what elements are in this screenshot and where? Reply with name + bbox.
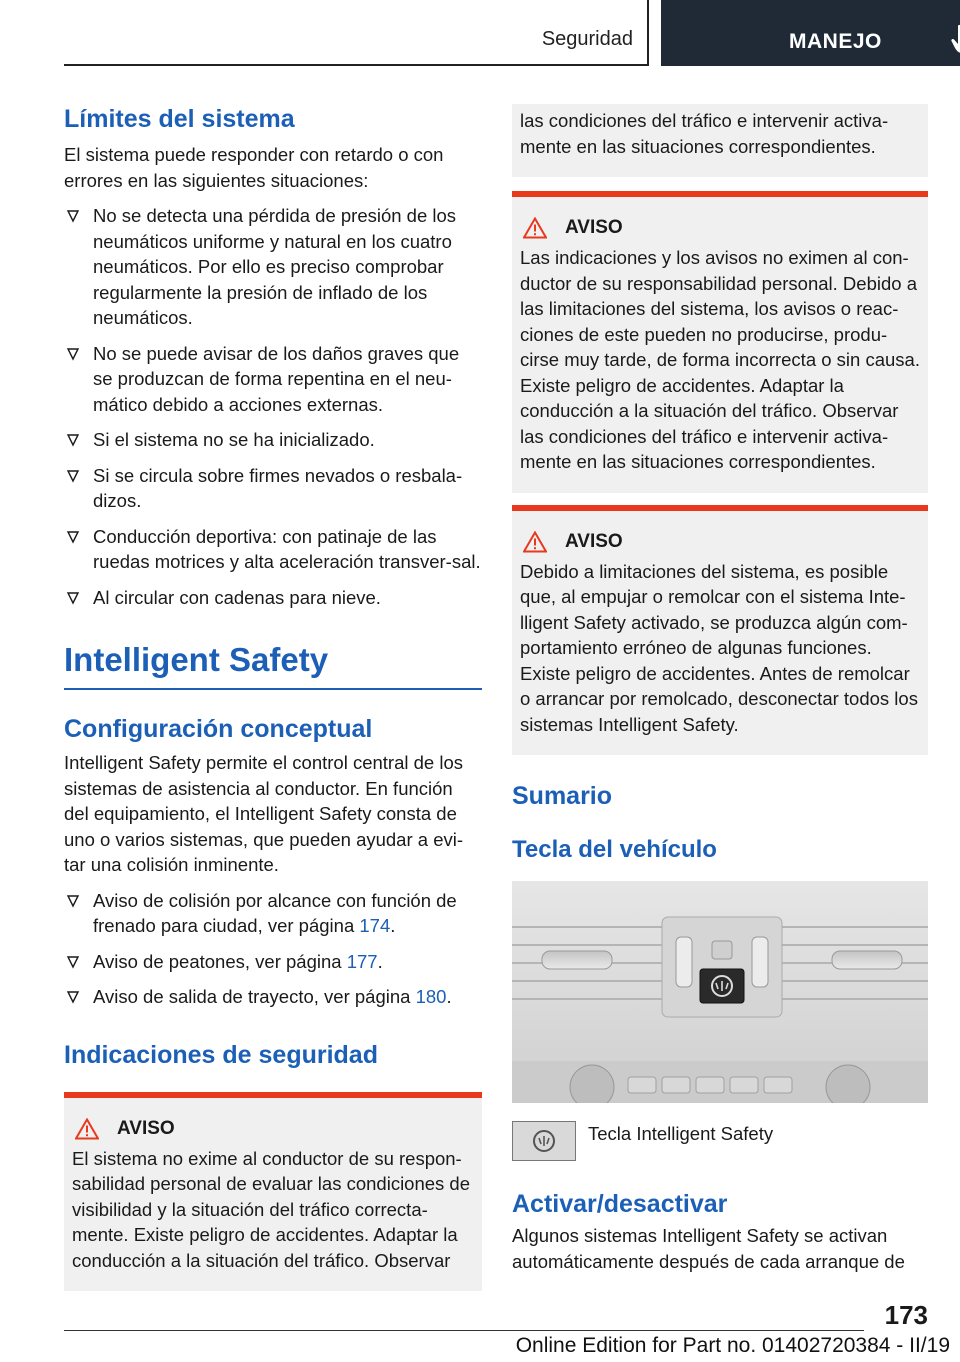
warning-box xyxy=(512,505,928,756)
warning-text: Las indicaciones y los avisos no eximen al con-ductor de su responsabilidad personal. Debido a las limitaciones del sistema, los avisos o reac-ciones de este pueden no producirse, produ-cirse muy tarde, de forma incorrecta o sin causa. Existe peligro de accidentes. Adaptar la conducción a la situación del tráfico. Observar las condiciones del tráfico e intervenir activa-mente en las situaciones correspondientes. xyxy=(520,247,920,472)
page-number: 173 xyxy=(884,1300,928,1330)
toggle-text: Algunos sistemas Intelligent Safety se activan automáticamente después de cada arranque de xyxy=(512,1225,905,1272)
list-item: No se puede avisar de los daños graves que se produzcan de forma repentina en el neu-mático debido a acciones externas. xyxy=(64,341,482,418)
left-column xyxy=(64,104,482,1291)
triangle-bullet-icon xyxy=(66,204,80,228)
edition-footer: Online Edition for Part no. 01402720384 - II/19 xyxy=(515,1334,950,1357)
chapter-tab[interactable] xyxy=(661,0,960,66)
list-item: Al circular con cadenas para nieve. xyxy=(64,585,482,611)
list-item: Conducción deportiva: con patinaje de las ruedas motrices y alta aceleración transver-sal. xyxy=(64,524,482,575)
limits-list xyxy=(64,203,482,610)
warning-continuation-text: las condiciones del tráfico e intervenir activa-mente en las situaciones correspondientes. xyxy=(520,110,889,157)
limits-heading: Límites del sistema xyxy=(64,105,295,133)
warning-triangle-icon xyxy=(75,1118,99,1140)
list-item: No se detecta una pérdida de presión de los neumáticos uniforme y natural en los cuatro neumáticos. Por ello es preciso comprobar regularmente la presión de inflado de los neumáticos. xyxy=(64,203,482,331)
dashboard-illustration xyxy=(512,881,928,1103)
triangle-bullet-icon xyxy=(66,950,80,974)
warning-label: AVISO xyxy=(565,217,623,238)
summary-heading: Sumario xyxy=(512,782,613,810)
list-item: Aviso de peatones, ver página 177. xyxy=(64,949,482,975)
warning-box xyxy=(512,191,928,493)
vehicle-button-heading: Tecla del vehículo xyxy=(512,836,717,863)
concept-list xyxy=(64,888,482,1010)
list-item: Si el sistema no se ha inicializado. xyxy=(64,427,482,453)
page-link-174[interactable]: 174 xyxy=(359,915,391,936)
warning-triangle-icon xyxy=(523,217,547,239)
warning-triangle-icon xyxy=(523,531,547,553)
footer-rule xyxy=(64,1330,864,1331)
triangle-bullet-icon xyxy=(66,889,80,913)
warning-box xyxy=(64,1092,482,1292)
section-label: Seguridad xyxy=(541,28,633,50)
list-item: Si se circula sobre firmes nevados o resbala-dizos. xyxy=(64,463,482,514)
triangle-bullet-icon xyxy=(66,342,80,366)
button-legend xyxy=(512,1121,928,1161)
triangle-bullet-icon xyxy=(66,464,80,488)
legend-label: Tecla Intelligent Safety xyxy=(588,1123,774,1144)
warning-label: AVISO xyxy=(565,530,623,552)
right-column xyxy=(512,104,928,1274)
section-tab[interactable] xyxy=(64,0,649,66)
page-header xyxy=(64,0,960,66)
triangle-bullet-icon xyxy=(66,428,80,452)
concept-heading: Configuración conceptual xyxy=(64,715,373,743)
page-link-180[interactable]: 180 xyxy=(415,986,447,1007)
list-item: Aviso de salida de trayecto, ver página 180. xyxy=(64,984,482,1010)
intelligent-safety-button-icon xyxy=(512,1121,576,1161)
limits-intro: El sistema puede responder con retardo o con errores en las siguientes situaciones: xyxy=(64,144,444,191)
chapter-label: MANEJO xyxy=(789,30,882,53)
hand-pointer-icon xyxy=(949,24,960,54)
warning-text: Debido a limitaciones del sistema, es posible que, al empujar o remolcar con el sistema Inte-lligent Safety activado, se produzca algún com-portamiento erróneo de algunas funciones. Existe peligro de accidentes. Antes de remolcar o arrancar por remolcado, desconectar todos los sistemas Intelligent Safety. xyxy=(520,560,918,735)
dashboard-photo xyxy=(512,881,928,1103)
warning-text: El sistema no exime al conductor de su respon-sabilidad personal de evaluar las condiciones de visibilidad y la situación del tráfico correcta-mente. Existe peligro de accidentes. Adaptar la conducción a la situación del tráfico. Observar xyxy=(72,1147,471,1271)
heading-rule xyxy=(64,688,482,690)
triangle-bullet-icon xyxy=(66,586,80,610)
list-item: Aviso de colisión por alcance con función de frenado para ciudad, ver página 174. xyxy=(64,888,482,939)
warning-label: AVISO xyxy=(117,1117,175,1139)
triangle-bullet-icon xyxy=(66,985,80,1009)
concept-text: Intelligent Safety permite el control central de los sistemas de asistencia al conductor. En función del equipamiento, el Intelligent Safety consta de uno o varios sistemas, que pueden ayudar a evi-tar una colisión inminente. xyxy=(64,752,464,875)
warning-continuation xyxy=(512,104,928,177)
safety-heading: Indicaciones de seguridad xyxy=(64,1040,378,1069)
toggle-heading: Activar/desactivar xyxy=(512,1190,728,1218)
triangle-bullet-icon xyxy=(66,525,80,549)
intelligent-safety-heading: Intelligent Safety xyxy=(64,641,329,678)
page-link-177[interactable]: 177 xyxy=(346,950,378,972)
